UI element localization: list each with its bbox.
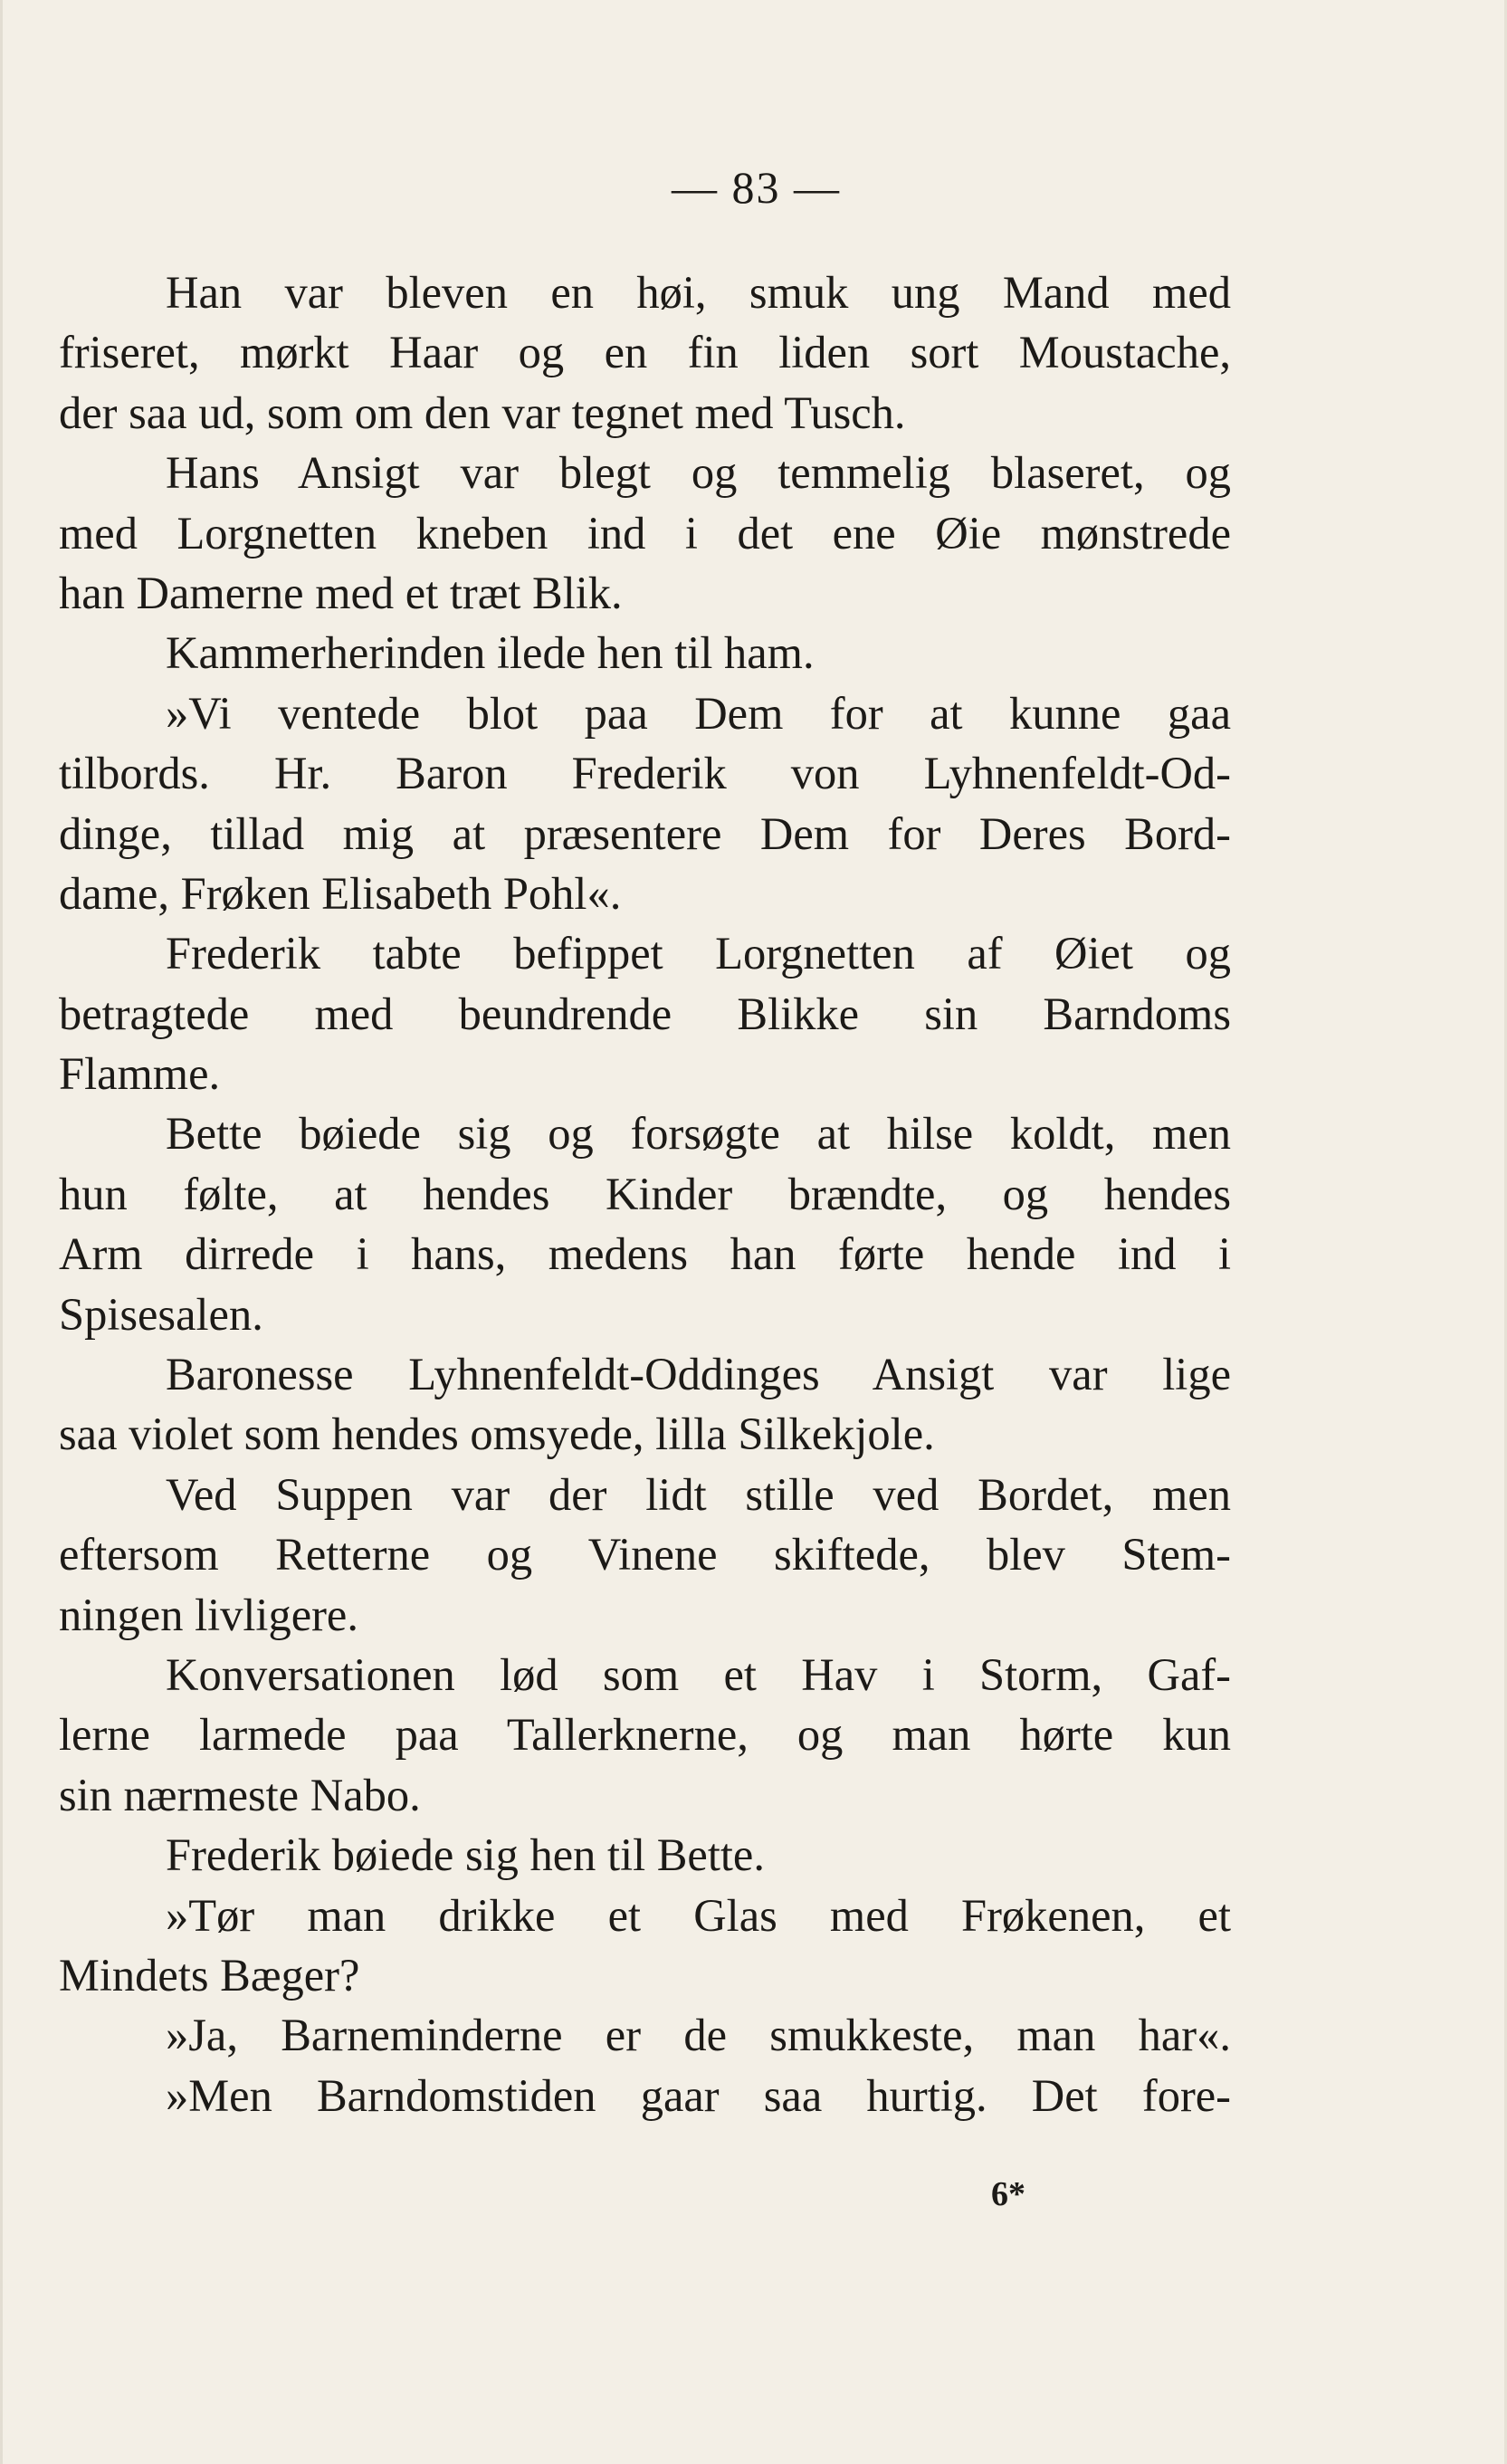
text-line: han Damerne med et træt Blik. xyxy=(59,567,623,618)
text-line: »Tør man drikke et Glas med Frøkenen, et xyxy=(166,1889,1231,1941)
page-number: — 83 — xyxy=(672,162,841,213)
text-line: ningen livligere. xyxy=(59,1589,358,1640)
text-line: »Vi ventede blot paa Dem for at kunne gaa xyxy=(166,687,1231,739)
text-line: Flamme. xyxy=(59,1048,221,1100)
text-line: Baronesse Lyhnenfeldt-Oddinges Ansigt var lige xyxy=(166,1349,1231,1400)
text-line: der saa ud, som om den var tegnet med Tusch. xyxy=(59,387,906,438)
text-line: sin nærmeste Nabo. xyxy=(59,1769,421,1820)
text-line: lerne larmede paa Tallerknerne, og man hørte kun xyxy=(59,1709,1231,1761)
text-line: friseret, mørkt Haar og en fin liden sort Moustache, xyxy=(59,327,1231,378)
text-line: Frederik bøiede sig hen til Bette. xyxy=(166,1829,765,1881)
text-line: dinge, tillad mig at præsentere Dem for Deres Bord- xyxy=(59,807,1231,859)
printer-signature: 6* xyxy=(991,2175,1025,2213)
text-line: Konversationen lød som et Hav i Storm, Gaf- xyxy=(166,1648,1231,1700)
text-line: Bette bøiede sig og forsøgte at hilse koldt, men xyxy=(166,1108,1231,1160)
text-line: Spisesalen. xyxy=(59,1288,263,1340)
text-line: Arm dirrede i hans, medens han førte hende ind i xyxy=(59,1228,1231,1280)
text-line: Frederik tabte befippet Lorgnetten af Øiet og xyxy=(166,928,1231,979)
text-line: hun følte, at hendes Kinder brændte, og hendes xyxy=(59,1168,1231,1219)
text-line: eftersom Retterne og Vinene skiftede, blev Stem- xyxy=(59,1529,1231,1581)
text-line: »Ja, Barneminderne er de smukkeste, man har«. xyxy=(166,2010,1231,2061)
text-line: saa violet som hendes omsyede, lilla Silkekjole. xyxy=(59,1409,935,1460)
text-line: Ved Suppen var der lidt stille ved Bordet, men xyxy=(166,1468,1231,1520)
text-line: dame, Frøken Elisabeth Pohl«. xyxy=(59,867,622,919)
text-line: med Lorgnetten kneben ind i det ene Øie mønstrede xyxy=(59,507,1231,559)
text-line: Hans Ansigt var blegt og temmelig blaseret, og xyxy=(166,447,1231,499)
text-line: Kammerherinden ilede hen til ham. xyxy=(166,627,815,679)
text-line: tilbords. Hr. Baron Frederik von Lyhnenfeldt-Od- xyxy=(59,748,1231,799)
body-text xyxy=(59,263,1231,2125)
text-line: Mindets Bæger? xyxy=(59,1949,360,2001)
text-line: betragtede med beundrende Blikke sin Barndoms xyxy=(59,988,1231,1039)
text-line: Han var bleven en høi, smuk ung Mand med xyxy=(166,267,1231,318)
text-line: »Men Barndomstiden gaar saa hurtig. Det fore- xyxy=(166,2069,1231,2121)
